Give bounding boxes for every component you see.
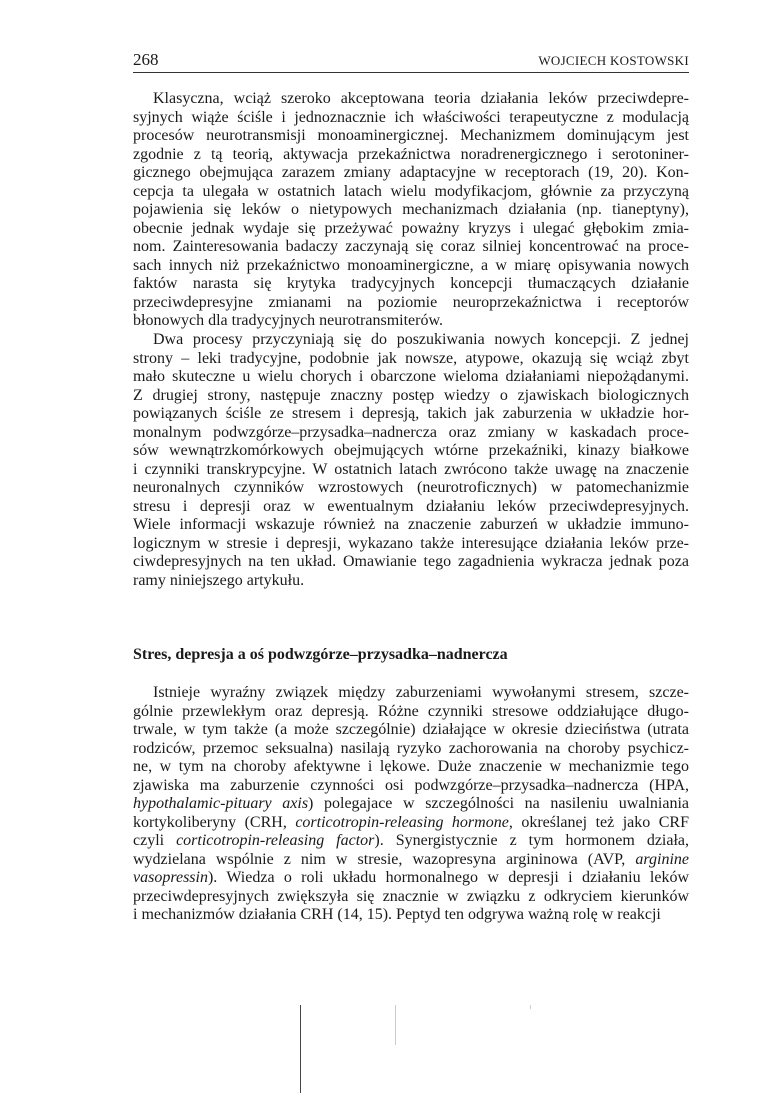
text-segment: ciwdepresyjnych na ten układ. Omawianie tego zagadnienia wykracza jednak poza — [133, 553, 689, 570]
text-line — [133, 238, 689, 257]
text-segment: Istnieje wyraźny związek między zaburzeniami wywołanymi stresem, szcze- — [153, 684, 689, 701]
text-segment: monalnym podwzgórze–przysadka–nadnercza oraz zmiany w kaskadach proce- — [133, 423, 689, 441]
text-line — [133, 832, 689, 851]
text-segment: cepcja ta ulegała w ostatnich latach wielu modyfikacjom, głównie za przyczyną — [133, 182, 689, 200]
text-segment: ). Wiedza o roli układu hormonalnego w depresji i działaniu leków — [207, 869, 689, 886]
text-line — [133, 257, 689, 276]
text-segment: i czynniki transkrypcyjne. W ostatnich latach zwrócono także uwagę na znaczenie — [133, 460, 689, 478]
text-segment: procesów neurotransmisji monoaminergicznej. Mechanizmem dominującym jest — [133, 127, 689, 144]
text-segment: stresu i depresji oraz w ewentualnym działaniu leków przeciwdepresyjnych. — [133, 497, 689, 515]
text-segment: trwale, w tym także (a może szczególnie) działające w okresie dzieciństwa (utrata — [133, 721, 689, 738]
running-head-author: WOJCIECH KOSTOWSKI — [538, 53, 689, 68]
text-line — [133, 312, 689, 331]
italic-term: corticotropin-releasing hormone — [295, 813, 509, 831]
text-line — [133, 294, 689, 313]
text-line — [133, 758, 689, 777]
text-segment: neuronalnych czynników wzrostowych (neurotroficznych) w patomechanizmie — [133, 479, 689, 496]
text-line — [133, 851, 689, 870]
text-segment: pojawienia się leków o nietypowych mechanizmach działania (np. tianeptyny), — [133, 201, 689, 218]
section-heading: Stres, depresja a oś podwzgórze–przysadka–nadnercza — [133, 646, 508, 663]
text-segment: czyli — [133, 832, 177, 849]
text-line — [133, 777, 689, 796]
text-line — [133, 109, 689, 128]
text-segment: wydzielana wspólnie z nim w stresie, wazopresyna argininowa (AVP, — [133, 850, 636, 868]
text-segment: gicznego obejmująca zarazem zmiany adaptacyjne w receptorach (19, 20). Kon- — [133, 164, 689, 181]
text-segment: sów wewnątrzkomórkowych obejmujących wtórne przekaźniki, kinazy białkowe — [133, 442, 689, 459]
text-line — [133, 721, 689, 740]
text-segment: strony – leki tradycyjne, podobnie jak nowsze, atypowe, okazują się wciąż zbyt — [133, 349, 689, 367]
text-segment: przeciwdepresyjne zmianami na poziomie neuroprzekaźnictwa i receptorów — [133, 293, 689, 311]
text-line — [133, 164, 689, 183]
paragraph — [133, 331, 689, 590]
text-line — [133, 516, 689, 535]
running-header — [133, 50, 689, 72]
text-segment: mało skuteczne u wielu chorych i obarczone wieloma działaniami niepożądanymi. — [133, 368, 689, 385]
text-line — [133, 442, 689, 461]
text-line — [133, 684, 689, 703]
page-number: 268 — [133, 50, 159, 69]
text-segment: ramy niniejszego artykułu. — [133, 571, 305, 589]
text-line — [133, 405, 689, 424]
text-line — [133, 703, 689, 722]
italic-term: vasopressin — [133, 869, 208, 886]
text-line — [133, 183, 689, 202]
text-line — [133, 127, 689, 146]
scan-artifact-line — [300, 1005, 301, 1093]
text-segment: nom. Zainteresowania badaczy zaczynają się coraz silniej koncentrować na proce- — [133, 238, 689, 255]
text-segment: powiązanych ściśle ze stresem i depresją, takich jak zaburzenia w układzie hor- — [133, 405, 689, 422]
text-line — [133, 479, 689, 498]
text-segment: ne, w tym na choroby afektywne i lękowe. Duże znaczenie w mechanizmie tego — [133, 758, 689, 775]
text-segment: zgodnie z tą teorią, aktywacja przekaźnictwa noradrenergicznego i serotoniner- — [133, 145, 689, 163]
text-line — [133, 888, 689, 907]
text-segment: Dwa procesy przyczyniają się do poszukiwania nowych koncepcji. Z jednej — [153, 331, 689, 348]
text-segment: faktów narasta się krytyka tradycyjnych koncepcji tłumaczących działanie — [133, 275, 689, 292]
text-segment: sach innych niż przekaźnictwo monoaminergiczne, a w miarę opisywania nowych — [133, 256, 689, 274]
text-segment: ) polegajace w szczególności na nasileniu uwalniania — [308, 795, 689, 812]
text-segment: ). Synergistycznie z tym hormonem działa, — [374, 832, 690, 849]
text-segment: obecnie jednak wydaje się przeżywać poważny kryzys i ulegać głębokim zmia- — [133, 219, 689, 237]
text-segment: gólnie przewlekłym oraz depresją. Różne czynniki stresowe oddziałujące długo- — [133, 702, 689, 720]
text-line — [133, 740, 689, 759]
text-line — [133, 498, 689, 517]
text-segment: , określanej też jako CRF — [508, 813, 689, 831]
header-rule — [133, 72, 689, 73]
italic-term: hypothalamic-pituary axis — [133, 795, 309, 812]
text-line — [133, 461, 689, 480]
text-segment: Wiele informacji wskazuje również na znaczenie zaburzeń w układzie immuno- — [133, 516, 689, 533]
text-line — [133, 368, 689, 387]
text-segment: kortykoliberyny (CRH, — [133, 813, 296, 831]
text-line — [133, 535, 689, 554]
paragraph — [133, 90, 689, 331]
text-line — [133, 275, 689, 294]
text-line — [133, 553, 689, 572]
text-line — [133, 146, 689, 165]
text-segment: syjnych wiąże ściśle i jednoznacznie ich właściwości terapeutyczne z modulacją — [133, 108, 689, 126]
paragraph — [133, 684, 689, 925]
text-line — [133, 350, 689, 369]
text-line — [133, 424, 689, 443]
text-line — [133, 387, 689, 406]
text-segment: logicznym w stresie i depresji, wykazano także interesujące działania leków prze- — [133, 534, 689, 552]
scan-artifact-mark — [530, 1005, 531, 1009]
text-segment: rodziców, przemoc seksualna) nasilają ryzyko zachorowania na choroby psychicz- — [133, 739, 689, 757]
text-segment: przeciwdepresyjnych zwiększyła się znacznie w związku z odkryciem kierunków — [133, 887, 689, 905]
text-segment: Z drugiej strony, następuje znaczny postęp wiedzy o zjawiskach biologicznych — [133, 386, 689, 404]
text-line — [133, 201, 689, 220]
text-line — [133, 869, 689, 888]
text-line — [133, 220, 689, 239]
italic-term: corticotropin-releasing factor — [176, 832, 375, 849]
scan-artifact-mark — [395, 1005, 396, 1045]
italic-term: arginine — [635, 850, 689, 868]
text-segment: Klasyczna, wciąż szeroko akceptowana teoria działania leków przeciwdepre- — [153, 90, 689, 107]
text-segment: i mechanizmów działania CRH (14, 15). Peptyd ten odgrywa ważną rolę w reakcji — [133, 906, 661, 923]
text-line — [133, 331, 689, 350]
text-line — [133, 90, 689, 109]
text-line — [133, 814, 689, 833]
text-line — [133, 795, 689, 814]
text-line — [133, 906, 689, 925]
text-segment: błonowych dla tradycyjnych neurotransmiterów. — [133, 312, 443, 329]
text-line — [133, 572, 689, 591]
text-segment: zjawiska ma zaburzenie czynności osi podwzgórze–przysadka–nadnercza (HPA, — [133, 776, 689, 794]
